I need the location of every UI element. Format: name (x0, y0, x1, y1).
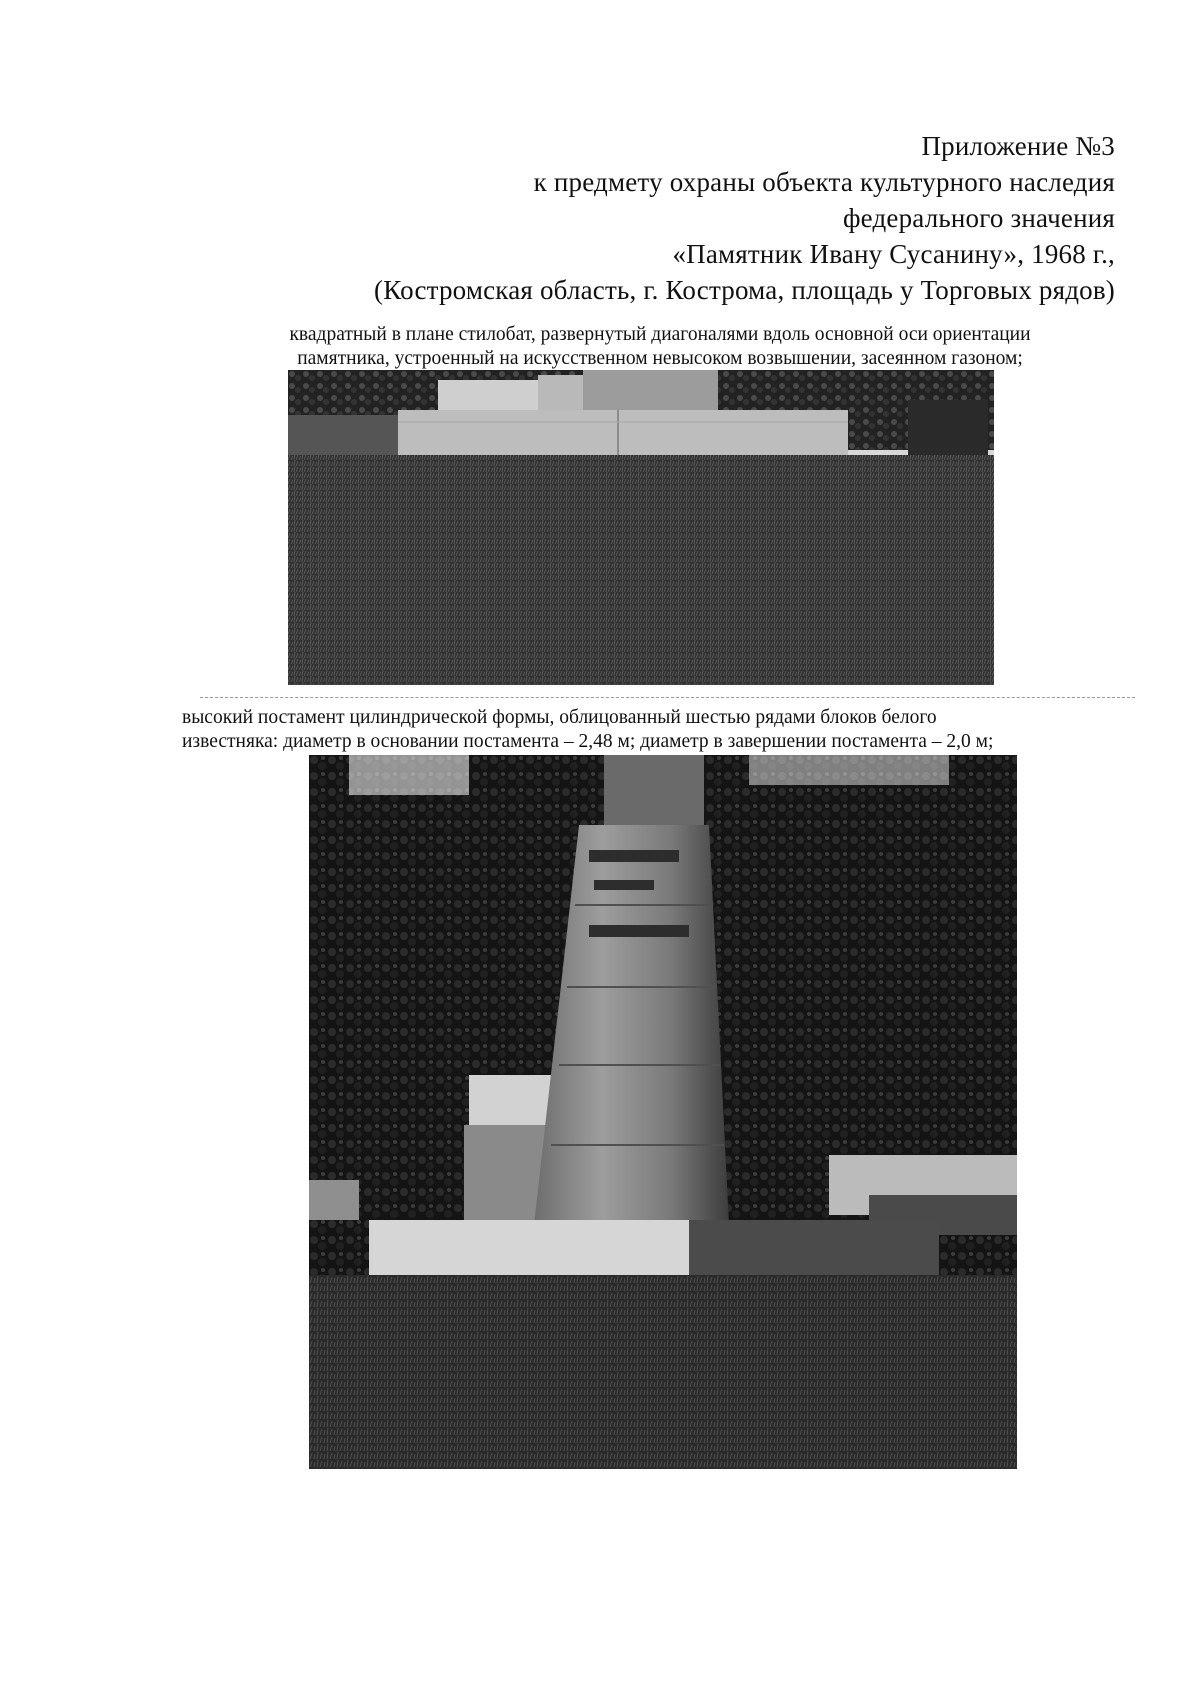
monument-location-line: (Костромская область, г. Кострома, площадь у Торговых рядов) (374, 275, 1115, 305)
appendix-number: Приложение №3 (921, 131, 1115, 161)
stylobate-photo-image (288, 370, 994, 685)
section-divider (200, 697, 1135, 698)
pedestal-photo (309, 755, 1017, 1469)
appendix-subject-line: к предмету охраны объекта культурного наследия (533, 167, 1115, 197)
stylobate-caption-line-2: памятника, устроенный на искусственном невысоком возвышении, засеянном газоном; (297, 348, 1023, 369)
stylobate-caption-line-1: квадратный в плане стилобат, развернутый диагоналями вдоль основной оси ориентации (289, 324, 1031, 345)
stylobate-caption (230, 323, 1090, 371)
pedestal-caption-line-1: высокий постамент цилиндрической формы, облицованный шестью рядами блоков белого (182, 707, 937, 728)
pedestal-caption-line-2: известняка: диаметр в основании постамента – 2,48 м; диаметр в завершении постамента – 2,0 м; (182, 731, 994, 752)
monument-name-line: «Памятник Ивану Сусанину», 1968 г., (672, 239, 1115, 269)
pedestal-caption (182, 706, 1102, 754)
appendix-header (260, 128, 1115, 308)
stylobate-photo (288, 370, 994, 685)
pedestal-photo-image (309, 755, 1017, 1469)
appendix-significance-line: федерального значения (842, 203, 1115, 233)
